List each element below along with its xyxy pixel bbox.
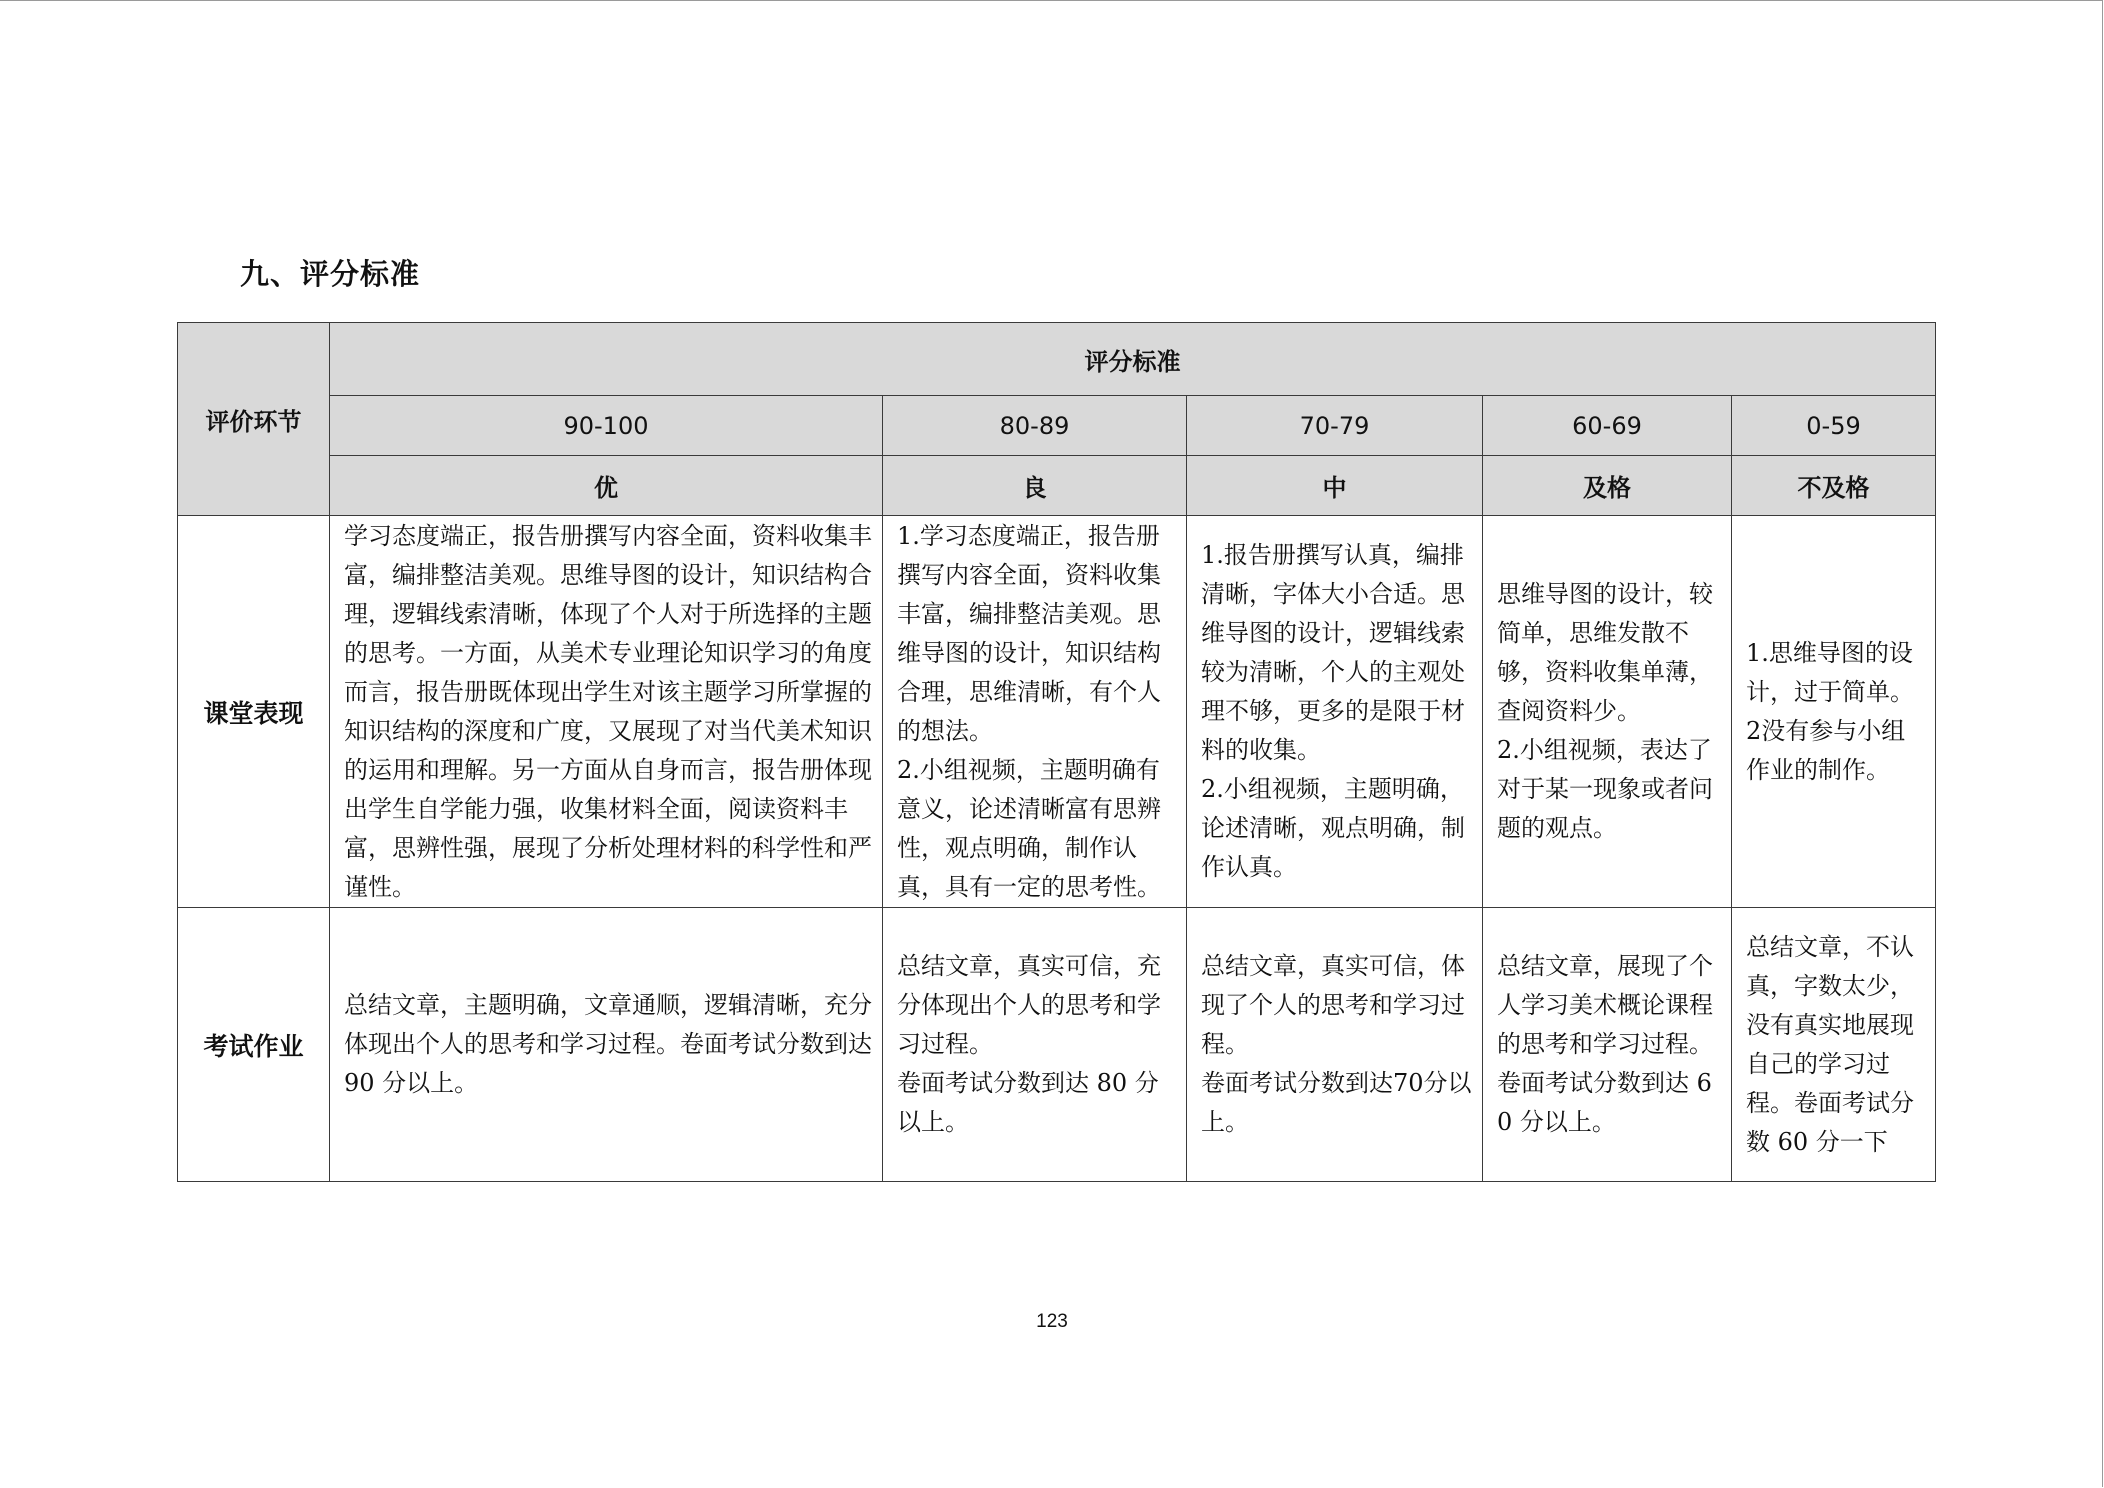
grade-cell: 良 xyxy=(883,456,1187,516)
row-header-cell: 评价环节 xyxy=(178,323,330,516)
score-range-cell: 80-89 xyxy=(883,396,1187,456)
grade-cell: 及格 xyxy=(1483,456,1732,516)
criteria-cell: 总结文章，主题明确，文章通顺，逻辑清晰，充分体现出个人的思考和学习过程。卷面考试分数到达 90 分以上。 xyxy=(330,908,883,1182)
table-row xyxy=(178,908,1936,1182)
criteria-cell: 1.学习态度端正，报告册撰写内容全面，资料收集丰富，编排整洁美观。思维导图的设计，知识结构合理，思维清晰，有个人的想法。 2.小组视频，主题明确有意义，论述清晰富有思辨性，观点明确，制作认真，具有一定的思考性。 xyxy=(883,516,1187,908)
criteria-cell: 总结文章，真实可信，体现了个人的思考和学习过程。 卷面考试分数到达70分以上。 xyxy=(1187,908,1483,1182)
criteria-cell: 总结文章，展现了个人学习美术概论课程的思考和学习过程。 卷面考试分数到达 60 分以上。 xyxy=(1483,908,1732,1182)
criteria-cell: 1.报告册撰写认真，编排清晰，字体大小合适。思维导图的设计，逻辑线索较为清晰，个人的主观处理不够，更多的是限于材料的收集。 2.小组视频，主题明确，论述清晰，观点明确，制作认真。 xyxy=(1187,516,1483,908)
grade-cell: 不及格 xyxy=(1732,456,1936,516)
row-label: 课堂表现 xyxy=(178,516,330,908)
page-number: 123 xyxy=(1036,1311,1068,1332)
criteria-cell: 思维导图的设计，较简单，思维发散不够，资料收集单薄，查阅资料少。 2.小组视频，表达了对于某一现象或者问题的观点。 xyxy=(1483,516,1732,908)
criteria-cell: 总结文章，真实可信，充分体现出个人的思考和学习过程。 卷面考试分数到达 80 分以上。 xyxy=(883,908,1187,1182)
header-row-group xyxy=(178,323,1936,396)
criteria-cell: 学习态度端正，报告册撰写内容全面，资料收集丰富，编排整洁美观。思维导图的设计，知识结构合理，逻辑线索清晰，体现了个人对于所选择的主题的思考。一方面，从美术专业理论知识学习的角度而言，报告册既体现出学生对该主题学习所掌握的知识结构的深度和广度，又展现了对当代美术知识的运用和理解。另一方面从自身而言，报告册体现出学生自学能力强，收集材料全面，阅读资料丰富，思辨性强，展现了分析处理材料的科学性和严谨性。 xyxy=(330,516,883,908)
score-range-cell: 60-69 xyxy=(1483,396,1732,456)
group-header-cell: 评分标准 xyxy=(330,323,1936,396)
criteria-cell: 总结文章，不认真，字数太少，没有真实地展现自己的学习过程。卷面考试分数 60 分一下 xyxy=(1732,908,1936,1182)
section-title: 九、评分标准 xyxy=(240,257,421,291)
grade-cell: 优 xyxy=(330,456,883,516)
score-range-row xyxy=(178,396,1936,456)
score-range-cell: 90-100 xyxy=(330,396,883,456)
row-label: 考试作业 xyxy=(178,908,330,1182)
table-row xyxy=(178,516,1936,908)
score-range-cell: 70-79 xyxy=(1187,396,1483,456)
score-range-cell: 0-59 xyxy=(1732,396,1936,456)
grade-cell: 中 xyxy=(1187,456,1483,516)
grading-rubric-table xyxy=(177,322,1936,1182)
criteria-cell: 1.思维导图的设计，过于简单。 2没有参与小组作业的制作。 xyxy=(1732,516,1936,908)
grade-row xyxy=(178,456,1936,516)
